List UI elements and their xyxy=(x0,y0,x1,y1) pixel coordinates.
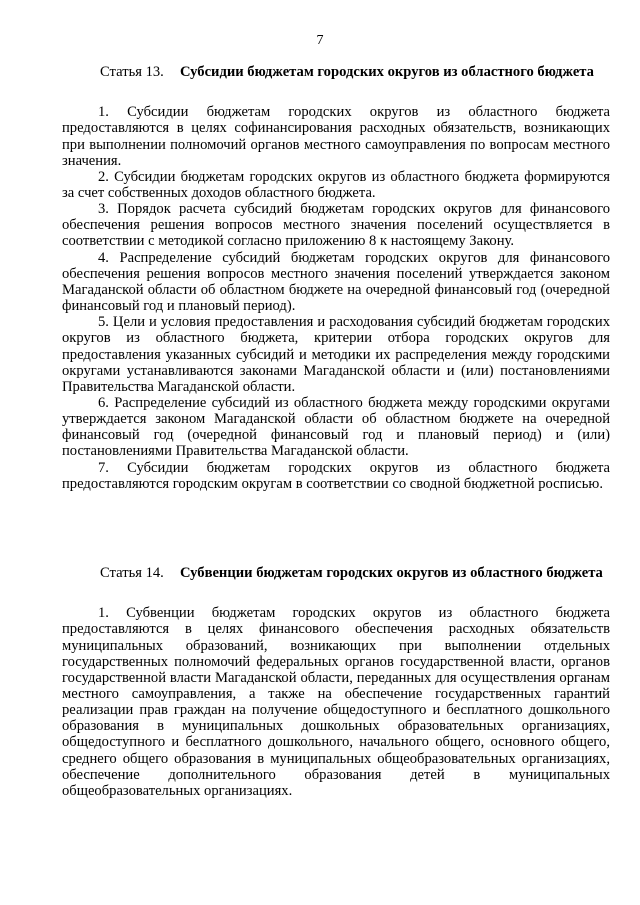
article-body xyxy=(62,605,610,799)
paragraph: 3. Порядок расчета субсидий бюджетам городских округов для финансового обеспечения решения вопросов местного значения поселений осуществляется в соответствии с методикой согласно приложению 8 к настоящему Закону. xyxy=(62,201,610,250)
paragraph: 7. Субсидии бюджетам городских округов из областного бюджета предоставляются городским округам в соответствии со сводной бюджетной росписью. xyxy=(62,459,610,492)
paragraph: 4. Распределение субсидий бюджетам городских округов для финансового обеспечения решения вопросов местного значения поселений утверждается законом Магаданской области об областном бюджете на очередной финансовый год (очередной финансовый год и плановый период). xyxy=(62,249,610,315)
article-label: Статья 14. xyxy=(100,565,164,581)
paragraph: 6. Распределение субсидий из областного бюджета между городскими округами утверждается законом Магаданской области об областном бюджете на очередной финансовый год (очередной финансовый год и плановый период) и (или) постановлениями Правительства Магаданской области. xyxy=(62,395,610,460)
article-heading xyxy=(62,565,610,581)
article-title: Субсидии бюджетам городских округов из областного бюджета xyxy=(180,64,594,80)
article-heading xyxy=(62,64,610,80)
article-13 xyxy=(62,64,610,492)
paragraph: 2. Субсидии бюджетам городских округов из областного бюджета формируются за счет собственных доходов областного бюджета. xyxy=(62,168,610,201)
article-body xyxy=(62,104,610,492)
article-title: Субвенции бюджетам городских округов из областного бюджета xyxy=(180,565,603,581)
article-14 xyxy=(62,565,610,799)
page-number: 7 xyxy=(316,33,324,48)
paragraph: 1. Субвенции бюджетам городских округов из областного бюджета предоставляются в целях финансового обеспечения расходных обязательств муниципальных образований, возникающих при выполнении отдельных государственных полномочий федеральных органов государственной власти, органов государственной власти Магаданской области, переданных для осуществления органам местного самоуправления, а также на обеспечение государственных гарантий реализации прав граждан на получение общедоступного и бесплатного дошкольного образования в муниципальных дошкольных образовательных организациях, общедоступного и бесплатного дошкольного, начального общего, основного общего, среднего общего образования в муниципальных общеобразовательных организациях, обеспечение дополнительного образования детей в муниципальных общеобразовательных организациях. xyxy=(62,605,610,799)
paragraph: 1. Субсидии бюджетам городских округов из областного бюджета предоставляются в целях софинансирования расходных обязательств, возникающих при выполнении полномочий органов местного самоуправления по вопросам местного значения. xyxy=(62,104,610,169)
paragraph: 5. Цели и условия предоставления и расходования субсидий бюджетам городских округов из областного бюджета, критерии отбора городских округов для предоставления указанных субсидий и методики их распределения между городскими округами устанавливаются законами Магаданской области и (или) постановлениями Правительства Магаданской области. xyxy=(62,314,610,395)
article-label: Статья 13. xyxy=(100,64,164,80)
